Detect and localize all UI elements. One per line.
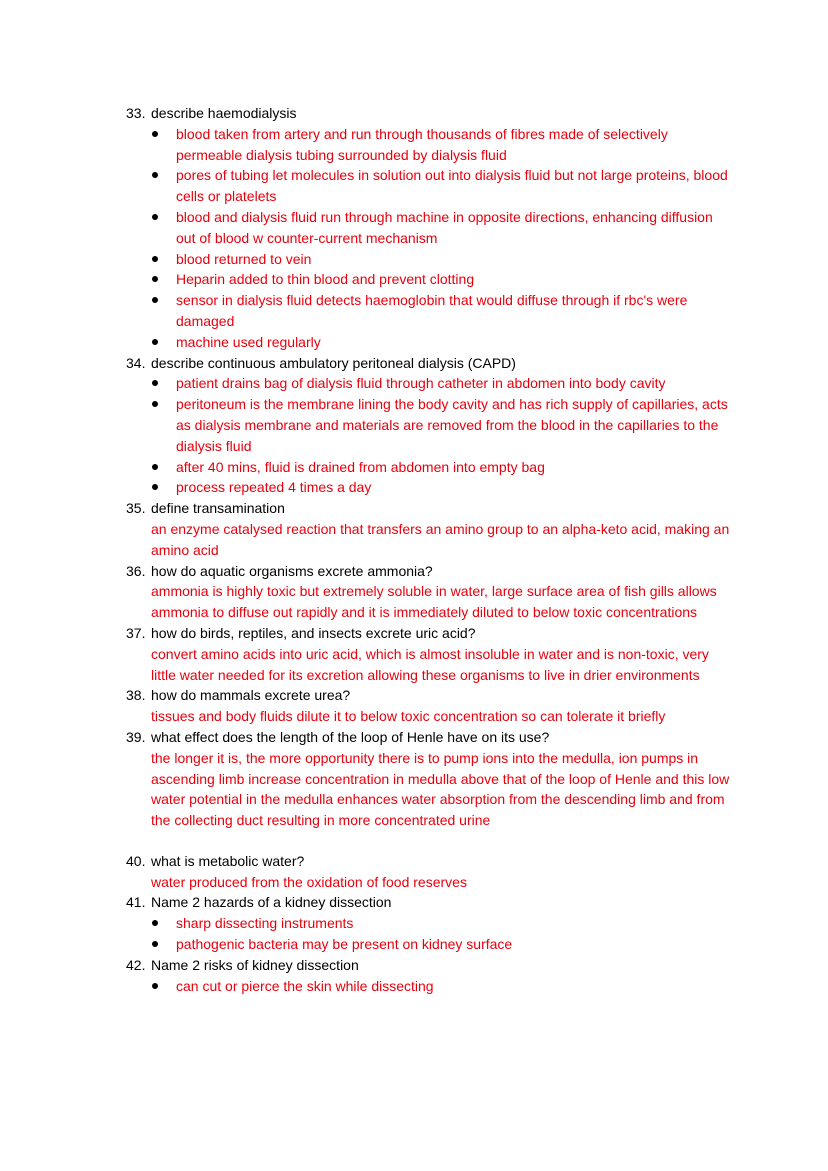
bullet-dot-icon	[152, 380, 158, 386]
bullet-dot-icon	[152, 131, 158, 137]
question-text: how do mammals excrete urea?	[151, 687, 351, 704]
question-text: Name 2 hazards of a kidney dissection	[151, 894, 392, 911]
question-number: 33.	[126, 105, 146, 121]
bullet-dot-icon	[152, 983, 158, 989]
answer-bullet: patient drains bag of dialysis fluid through catheter in abdomen into body cavity	[126, 373, 732, 394]
answer-bullet: blood and dialysis fluid run through machine in opposite directions, enhancing diffusion out of blood w counter-current mechanism	[126, 207, 732, 249]
question-text: Name 2 risks of kidney dissection	[151, 956, 359, 973]
bullet-dot-icon	[152, 941, 158, 947]
answer-text: an enzyme catalysed reaction that transfers an amino group to an alpha-keto acid, making an amino acid	[151, 520, 730, 558]
question	[126, 561, 732, 582]
answer-bullet: after 40 mins, fluid is drained from abdomen into empty bag	[126, 457, 732, 478]
question	[126, 685, 732, 706]
question-text: how do aquatic organisms excrete ammonia?	[151, 562, 433, 579]
answer-bullets	[126, 124, 732, 353]
answer-text: water produced from the oxidation of food reserves	[151, 873, 467, 890]
question	[126, 851, 732, 872]
answer-bullets	[126, 373, 732, 498]
bullet-dot-icon	[152, 256, 158, 262]
answer-bullet: Heparin added to thin blood and prevent clotting	[126, 269, 732, 290]
bullet-dot-icon	[152, 920, 158, 926]
bullet-dot-icon	[152, 214, 158, 220]
blank-line	[126, 831, 732, 851]
answer-bullet: peritoneum is the membrane lining the body cavity and has rich supply of capillaries, acts as dialysis membrane and materials are removed from the blood in the capillaries to the dialysis fluid	[126, 394, 732, 456]
answer-bullet: pores of tubing let molecules in solution out into dialysis fluid but not large proteins, blood cells or platelets	[126, 165, 732, 207]
question	[126, 955, 732, 976]
bullet-dot-icon	[152, 464, 158, 470]
answer-text: the longer it is, the more opportunity there is to pump ions into the medulla, ion pumps in ascending limb increase concentration in medulla above that of the loop of Henle and this low water potential in the medulla enhances water absorption from the descending limb and from the collecting duct resulting in more concentrated urine	[151, 749, 730, 829]
bullet-dot-icon	[152, 339, 158, 345]
answer-bullets	[126, 976, 732, 997]
answer-text: ammonia is highly toxic but extremely soluble in water, large surface area of fish gills allows ammonia to diffuse out rapidly and it is immediately diluted to below toxic concentrations	[151, 583, 717, 621]
bullet-dot-icon	[152, 484, 158, 490]
question	[126, 727, 732, 748]
question-number: 34.	[126, 354, 146, 371]
answer-bullet: can cut or pierce the skin while dissecting	[126, 976, 732, 997]
question-list	[126, 103, 732, 996]
answer-text: tissues and body fluids dilute it to below toxic concentration so can tolerate it briefly	[151, 708, 666, 725]
question-number: 41.	[126, 894, 146, 911]
question-text: what effect does the length of the loop of Henle have on its use?	[151, 728, 550, 745]
bullet-dot-icon	[152, 172, 158, 178]
answer-bullet: blood returned to vein	[126, 249, 732, 270]
answer-bullet: sensor in dialysis fluid detects haemoglobin that would diffuse through if rbc's were damaged	[126, 290, 732, 332]
answer-bullets	[126, 913, 732, 955]
question-text: describe haemodialysis	[151, 105, 297, 121]
answer-text: convert amino acids into uric acid, which is almost insoluble in water and is non-toxic, very little water needed for its excretion allowing these organisms to live in drier environments	[151, 645, 709, 683]
question-number: 42.	[126, 956, 146, 973]
answer-bullet: pathogenic bacteria may be present on kidney surface	[126, 934, 732, 955]
question	[126, 892, 732, 913]
question	[126, 353, 732, 374]
bullet-dot-icon	[152, 297, 158, 303]
answer-bullet: machine used regularly	[126, 332, 732, 353]
question-number: 39.	[126, 728, 146, 745]
question	[126, 103, 732, 124]
question-number: 36.	[126, 562, 146, 579]
answer-bullet: sharp dissecting instruments	[126, 913, 732, 934]
question-text: describe continuous ambulatory peritoneal dialysis (CAPD)	[151, 354, 516, 371]
bullet-dot-icon	[152, 276, 158, 282]
question-number: 40.	[126, 852, 146, 869]
question-text: what is metabolic water?	[151, 852, 305, 869]
bullet-dot-icon	[152, 401, 158, 407]
question	[126, 623, 732, 644]
question-number: 38.	[126, 687, 146, 704]
answer-bullet: blood taken from artery and run through thousands of fibres made of selectively permeable dialysis tubing surrounded by dialysis fluid	[126, 124, 732, 166]
question	[126, 498, 732, 519]
answer-bullet: process repeated 4 times a day	[126, 477, 732, 498]
question-text: define transamination	[151, 500, 285, 517]
question-text: how do birds, reptiles, and insects excrete uric acid?	[151, 624, 476, 641]
question-number: 35.	[126, 500, 146, 517]
question-number: 37.	[126, 624, 146, 641]
